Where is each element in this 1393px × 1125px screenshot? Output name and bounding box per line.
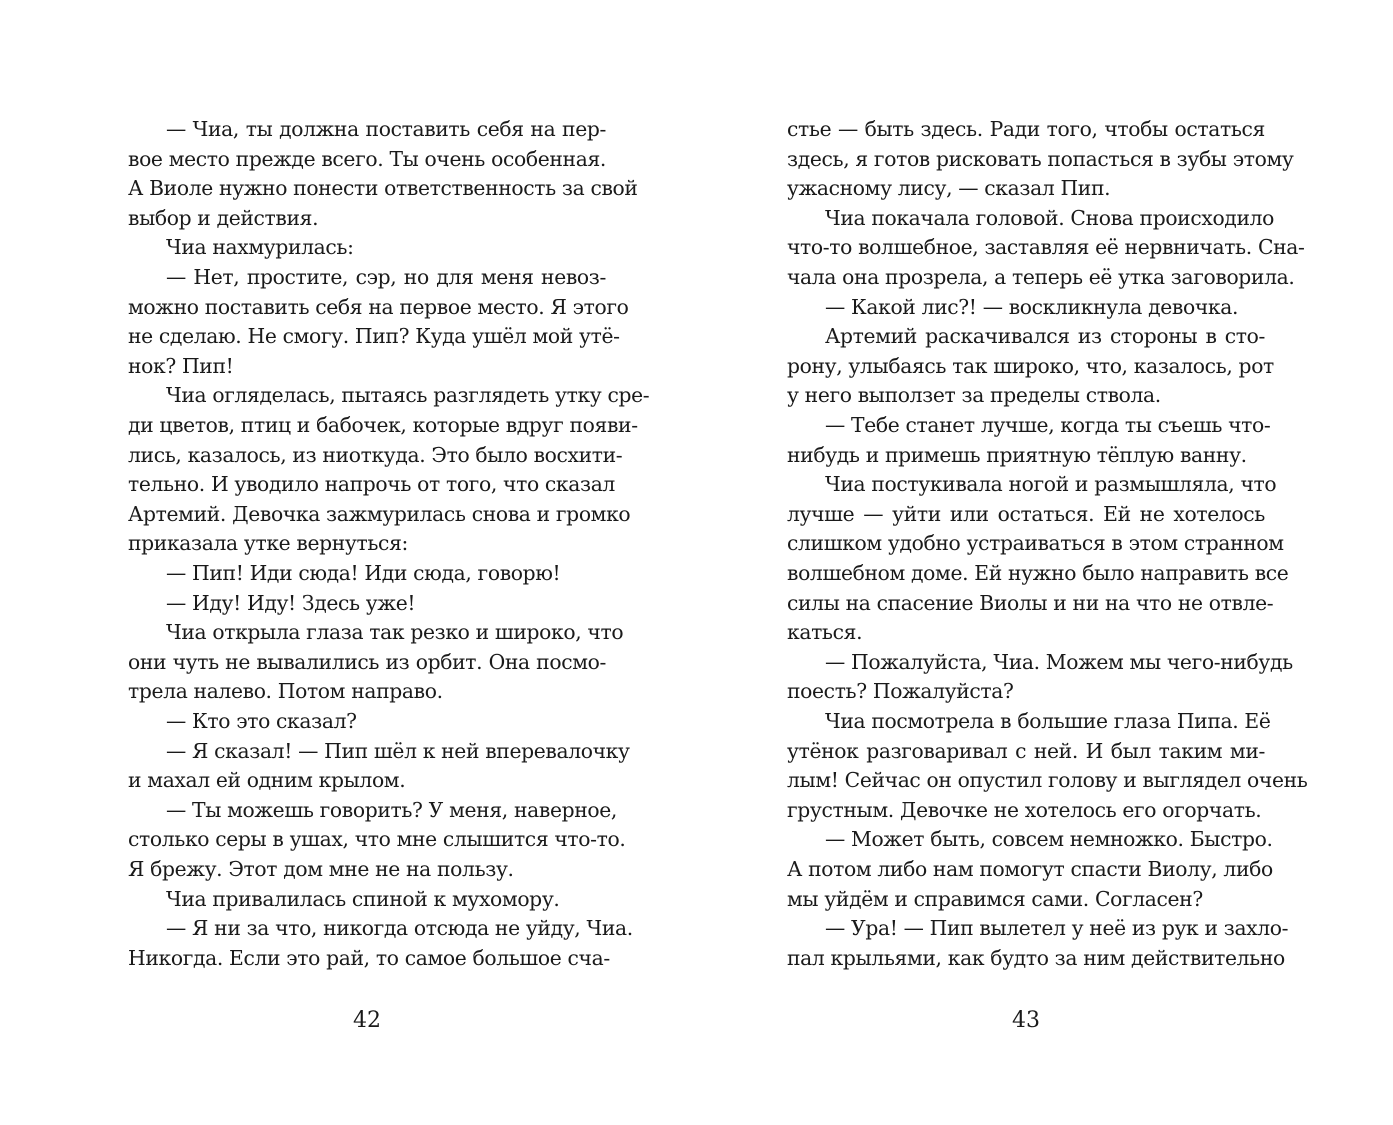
- text-line: и махал ей одним крылом.: [128, 768, 406, 793]
- text-line: тельно. И уводило напрочь от того, что сказал: [128, 472, 615, 497]
- text-line: поесть? Пожалуйста?: [787, 679, 1014, 704]
- text-line: пал крыльями, как будто за ним действительно: [787, 945, 1285, 970]
- text-line: приказала утке вернуться:: [128, 531, 408, 556]
- text-line: Чиа привалилась спиной к мухомору.: [166, 886, 560, 911]
- text-line: у него выползет за пределы ствола.: [787, 383, 1161, 408]
- text-line: ди цветов, птиц и бабочек, которые вдруг появи-: [128, 413, 638, 437]
- text-line: — Может быть, совсем немножко. Быстро.: [825, 827, 1273, 852]
- text-line: силы на спасение Виолы и ни на что не отвле-: [787, 590, 1274, 615]
- text-line: — Чиа, ты должна поставить себя на пер-: [166, 117, 606, 141]
- text-line: Артемий. Девочка зажмурилась снова и громко: [128, 501, 631, 526]
- text-line: не сделаю. Не смогу. Пип? Куда ушёл мой утё-: [128, 324, 620, 349]
- text-line: утёнок разговаривал с ней. И был таким ми-: [787, 738, 1265, 763]
- text-line: Чиа открыла глаза так резко и широко, что: [166, 620, 624, 645]
- text-line: выбор и действия.: [128, 205, 319, 230]
- page-number-left: 42: [353, 1008, 381, 1033]
- text-line: рону, улыбаясь так широко, что, казалось, рот: [787, 353, 1274, 378]
- text-line: — Иду! Иду! Здесь уже!: [166, 590, 416, 615]
- text-line: стье — быть здесь. Ради того, чтобы остаться: [787, 117, 1265, 141]
- text-line: слишком удобно устраиваться в этом странном: [787, 531, 1284, 556]
- text-line: здесь, я готов рисковать попасться в зубы этому: [787, 146, 1294, 171]
- text-line: вое место прежде всего. Ты очень особенная.: [128, 146, 606, 171]
- text-line: Чиа нахмурилась:: [166, 235, 354, 260]
- text-line: А потом либо нам помогут спасти Виолу, либо: [787, 857, 1273, 881]
- text-line: — Тебе станет лучше, когда ты съешь что-: [825, 413, 1271, 437]
- text-line: чала она прозрела, а теперь её утка заговорила.: [787, 265, 1295, 289]
- text-line: столько серы в ушах, что мне слышится что-то.: [128, 827, 626, 852]
- text-line: Никогда. Если это рай, то самое большое сча-: [128, 945, 610, 970]
- text-line: грустным. Девочке не хотелось его огорчать.: [787, 797, 1262, 822]
- text-line: можно поставить себя на первое место. Я этого: [128, 294, 629, 319]
- text-line: — Ура! — Пип вылетел у неё из рук и захло-: [825, 916, 1289, 941]
- text-line: волшебном доме. Ей нужно было направить все: [787, 561, 1289, 585]
- text-line: Чиа посмотрела в большие глаза Пипа. Её: [825, 709, 1271, 733]
- text-line: лись, казалось, из ниоткуда. Это было восхити-: [128, 442, 623, 467]
- text-line: — Пожалуйста, Чиа. Можем мы чего-нибудь: [825, 649, 1293, 674]
- text-line: нибудь и примешь приятную тёплую ванну.: [787, 442, 1247, 467]
- text-line: лым! Сейчас он опустил голову и выглядел очень: [787, 768, 1308, 793]
- page-number-right: 43: [1012, 1008, 1040, 1033]
- text-line: Чиа постукивала ногой и размышляла, что: [825, 472, 1277, 497]
- text-line: — Нет, простите, сэр, но для меня невоз-: [166, 265, 606, 289]
- text-line: каться.: [787, 620, 863, 645]
- text-line: Артемий раскачивался из стороны в сто-: [825, 324, 1265, 349]
- text-line: — Пип! Иди сюда! Иди сюда, говорю!: [166, 561, 561, 585]
- text-line: — Ты можешь говорить? У меня, наверное,: [166, 797, 618, 822]
- text-line: трела налево. Потом направо.: [128, 679, 443, 704]
- text-line: А Виоле нужно понести ответственность за свой: [128, 176, 638, 201]
- text-line: что-то волшебное, заставляя её нервничать. Сна-: [787, 235, 1305, 260]
- text-line: лучше — уйти или остаться. Ей не хотелось: [787, 501, 1265, 526]
- text-line: мы уйдём и справимся сами. Согласен?: [787, 886, 1203, 911]
- text-line: ужасному лису, — сказал Пип.: [787, 176, 1111, 201]
- text-line: — Кто это сказал?: [166, 709, 357, 733]
- text-line: — Я ни за что, никогда отсюда не уйду, Чиа.: [166, 916, 633, 941]
- text-line: они чуть не вывалились из орбит. Она посмо-: [128, 649, 606, 674]
- text-line: Чиа огляделась, пытаясь разглядеть утку сре-: [166, 383, 650, 408]
- text-line: — Какой лис?! — воскликнула девочка.: [825, 294, 1239, 319]
- text-line: нок? Пип!: [128, 353, 234, 378]
- text-line: Чиа покачала головой. Снова происходило: [825, 205, 1275, 230]
- text-line: — Я сказал! — Пип шёл к ней вперевалочку: [166, 738, 630, 763]
- text-line: Я брежу. Этот дом мне не на пользу.: [128, 857, 514, 881]
